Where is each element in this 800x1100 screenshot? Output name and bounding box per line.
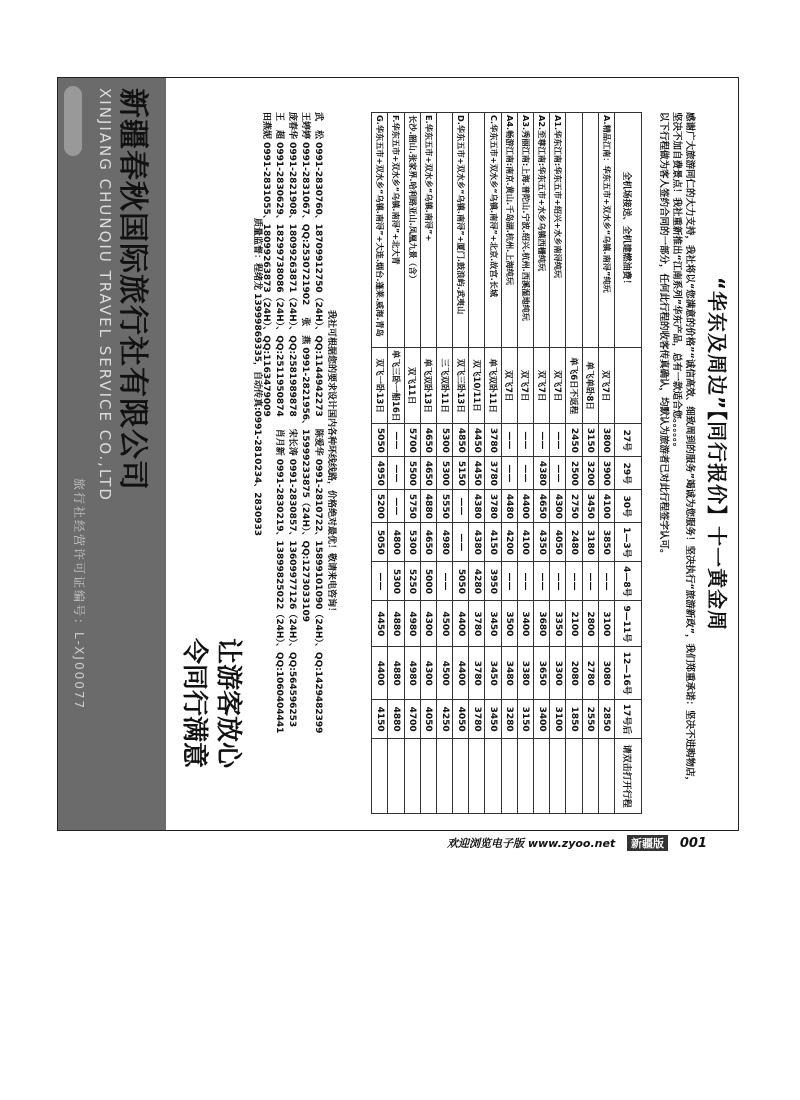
price-cell: 3950	[485, 562, 501, 601]
price-cell: 2450	[566, 424, 582, 457]
price-cell: 5300	[388, 562, 404, 601]
contacts	[259, 112, 337, 814]
transport-cell: 单飞单卧8日	[582, 348, 598, 424]
itinerary-link-cell[interactable]	[598, 739, 614, 814]
route-cell: A4.畅游江南:南京.黄山.千岛湖.杭州.上海纯玩	[501, 113, 517, 348]
price-cell: 3900	[598, 457, 614, 490]
price-cell: 3080	[598, 647, 614, 700]
price-cell: 4050	[453, 700, 469, 739]
agency-name-en: XINJIANG CHUNQIU TRAVEL SERVICE CO.,LTD	[96, 88, 114, 502]
itinerary-link-cell[interactable]	[388, 739, 404, 814]
price-cell: 4450	[469, 424, 485, 457]
date-header: 29号	[615, 457, 642, 490]
col-route-header: 全机场接送、全机建燃油费！	[615, 113, 642, 348]
price-cell: 3450	[485, 647, 501, 700]
price-cell: 3650	[534, 647, 550, 700]
price-cell: 3500	[501, 601, 517, 647]
price-cell: 4880	[420, 490, 436, 523]
itinerary-link-cell[interactable]	[517, 739, 533, 814]
price-cell: 4350	[534, 523, 550, 562]
date-header: 30号	[615, 490, 642, 523]
transport-cell: 双飞7日	[534, 348, 550, 424]
price-cell: 3400	[517, 601, 533, 647]
notice-line: 感谢广大旅游同仁的大力支持，我社将以“您满意的价格”“诚信高效、细致周到的服务”竭诚为您服务！坚决执行“旅游新政”，我们郑重承诺：坚决不进购物店，	[684, 112, 695, 786]
price-cell: ——	[582, 562, 598, 601]
price-cell: 4650	[420, 424, 436, 457]
price-cell: 4480	[501, 490, 517, 523]
price-cell: ——	[517, 457, 533, 490]
route-cell: F.华东五市+双水乡“乌镇.南浔”+北大青	[388, 113, 404, 348]
price-cell: 3450	[485, 700, 501, 739]
price-cell: 4850	[453, 424, 469, 457]
price-cell: ——	[550, 457, 566, 490]
table-row	[534, 113, 550, 814]
price-cell: 4100	[517, 523, 533, 562]
price-cell: 4500	[436, 647, 452, 700]
itinerary-link-cell[interactable]	[372, 739, 388, 814]
price-cell: 3780	[469, 601, 485, 647]
price-cell: 3480	[501, 647, 517, 700]
route-cell: D.华东五市+双水乡“乌镇.南浔”+厦门.鼓浪屿.武夷山	[453, 113, 469, 348]
price-cell: 5250	[404, 562, 420, 601]
date-header: 12—16号	[615, 647, 642, 700]
transport-cell: 单飞双卧11日	[485, 348, 501, 424]
transport-cell: 双飞7日	[517, 348, 533, 424]
price-cell: ——	[517, 562, 533, 601]
transport-cell: 双飞7日	[598, 348, 614, 424]
contact-row	[272, 112, 285, 814]
price-cell: 4950	[372, 457, 388, 490]
table-row	[501, 113, 517, 814]
contact-entry: 陈爱华 0991-2810722、15899101090（24H）、QQ:1429482399	[313, 428, 323, 734]
table-row	[388, 113, 404, 814]
price-cell: 3100	[598, 601, 614, 647]
price-cell: 3200	[582, 457, 598, 490]
price-cell: 4300	[550, 490, 566, 523]
price-cell: 5050	[372, 523, 388, 562]
table-row	[404, 113, 420, 814]
contact-entry: 庞春华 0991-2821908、18099263871（24H）、QQ:2581989878	[287, 112, 297, 417]
quality-supervision: 质量监督：程绪龙 13999869335，自动传真:0991-2810234、2830933	[252, 218, 262, 537]
price-cell: 5300	[404, 523, 420, 562]
price-cell: 4650	[420, 457, 436, 490]
price-cell: 2480	[566, 523, 582, 562]
price-cell: 4300	[420, 647, 436, 700]
transport-cell: 双飞10/11日	[469, 348, 485, 424]
route-cell	[436, 113, 452, 348]
contact-entry: 肖月新 0991-2830219、13899825022（24H）、QQ:1060404441	[274, 428, 284, 734]
table-header-row	[615, 113, 642, 814]
price-cell: 4150	[372, 700, 388, 739]
price-cell: 5050	[453, 562, 469, 601]
price-cell: 3450	[485, 601, 501, 647]
price-cell: ——	[388, 457, 404, 490]
price-cell: ——	[550, 562, 566, 601]
table-row	[598, 113, 614, 814]
price-cell: 4400	[453, 601, 469, 647]
price-cell: 4700	[404, 700, 420, 739]
price-cell: 3180	[582, 523, 598, 562]
price-cell: 4250	[436, 700, 452, 739]
footer-link[interactable]: 欢迎浏览电子版 www.zyoo.net	[447, 837, 616, 850]
transport-cell: 单飞三卧一船16日	[388, 348, 404, 424]
itinerary-link-cell[interactable]	[582, 739, 598, 814]
route-cell: G.华东五市+双水乡“乌镇.南浔”+大连.烟台.蓬莱.威海.青岛	[372, 113, 388, 348]
price-cell: 4280	[469, 562, 485, 601]
price-cell: ——	[436, 562, 452, 601]
table-row	[485, 113, 501, 814]
price-cell: 4450	[372, 601, 388, 647]
price-cell: 4300	[420, 601, 436, 647]
price-cell: 5000	[420, 562, 436, 601]
price-cell: ——	[372, 562, 388, 601]
price-cell: ——	[501, 424, 517, 457]
price-cell: 4050	[420, 700, 436, 739]
price-cell: 2500	[566, 457, 582, 490]
price-cell: ——	[517, 424, 533, 457]
date-header: 9—11号	[615, 601, 642, 647]
contact-row	[285, 112, 298, 814]
route-cell	[469, 113, 485, 348]
price-cell: ——	[550, 424, 566, 457]
contacts-lead: 我社可根据您的要求设计国内各种环线线路，价格绝对最优！敬请来电咨询！	[326, 309, 336, 616]
price-cell: 3780	[469, 700, 485, 739]
route-cell: 长沙.韶山.张家界.哈利路亚山.凤凰九景（含）	[404, 113, 420, 348]
price-cell: 4980	[404, 647, 420, 700]
transport-cell: 双飞一卧13日	[372, 348, 388, 424]
page-number: 001	[679, 835, 707, 851]
price-cell: 4150	[485, 523, 501, 562]
table-row	[566, 113, 582, 814]
contact-entry: 王 超 0991-2830629、18299738086（24H）、QQ:2511950874	[274, 112, 284, 417]
table-row	[372, 113, 388, 814]
notice-line: 坚决不加自费景点！我社重新推出“江南系列”华东产品，总有一款适合您。。。。。。	[671, 112, 682, 453]
price-cell: 4380	[469, 490, 485, 523]
price-cell: 5550	[436, 490, 452, 523]
page-title: “华东及周边”【同行报价】十一黄金周	[705, 276, 730, 632]
price-cell: 4800	[388, 523, 404, 562]
price-cell: ——	[566, 562, 582, 601]
price-cell: 4100	[598, 490, 614, 523]
price-cell: ——	[501, 562, 517, 601]
price-cell: 4400	[372, 647, 388, 700]
col-transport-header	[615, 348, 642, 424]
price-cell: 4200	[501, 523, 517, 562]
route-cell	[582, 113, 598, 348]
itinerary-link-cell[interactable]	[501, 739, 517, 814]
price-cell: 3450	[582, 490, 598, 523]
date-header: 请双击打开行程	[615, 739, 642, 814]
price-cell: 4050	[550, 523, 566, 562]
slogan	[177, 638, 245, 828]
route-cell: E.华东五市+双水乡“乌镇.南浔”+	[420, 113, 436, 348]
price-cell: 3680	[534, 601, 550, 647]
price-cell: 3400	[534, 700, 550, 739]
price-cell: 5050	[372, 424, 388, 457]
price-cell: ——	[388, 424, 404, 457]
price-cell: 5300	[436, 457, 452, 490]
slogan-line: 让游客放心	[213, 638, 243, 769]
route-cell	[566, 113, 582, 348]
price-cell: 4450	[469, 457, 485, 490]
price-cell: 3780	[485, 457, 501, 490]
transport-cell: 双飞7日	[501, 348, 517, 424]
contact-entry: 宋长涛 0991-2830857、13609977126（24H）、QQ:564596253	[287, 428, 297, 728]
route-cell: A2.至尊江南:华东五市+水乡乌镇西栅纯玩	[534, 113, 550, 348]
price-cell: 2550	[582, 700, 598, 739]
route-cell: A1.华东江南:华东五市+绍兴+水乡南浔纯玩	[550, 113, 566, 348]
price-cell: 4880	[388, 601, 404, 647]
logo-ornament	[64, 86, 82, 156]
itinerary-link-cell[interactable]	[469, 739, 485, 814]
price-cell: 2780	[582, 647, 598, 700]
itinerary-link-cell[interactable]	[566, 739, 582, 814]
price-cell: ——	[501, 457, 517, 490]
price-cell: 5500	[404, 457, 420, 490]
price-cell: 3350	[550, 601, 566, 647]
price-cell: ——	[453, 490, 469, 523]
table-row	[420, 113, 436, 814]
table-row	[582, 113, 598, 814]
date-header: 4—8号	[615, 562, 642, 601]
price-cell: ——	[534, 424, 550, 457]
main-content	[166, 78, 740, 830]
itinerary-link-cell[interactable]	[453, 739, 469, 814]
price-cell: ——	[598, 562, 614, 601]
notice-line: 以下行程做为客人签约合同的一部分，任何此行程的收客传真确认，均默认为旅游者已对此行程签字认可。	[658, 112, 669, 559]
price-cell: 4400	[453, 647, 469, 700]
contact-entry: 田燕妮 0991-2831055、18099263873（24H）、QQ:1163479009	[261, 112, 271, 417]
edition-badge: 新疆版	[627, 835, 668, 851]
contact-entry: 张 燕 0991-2821956、15999233875（24H）、QQ:1273033109	[300, 317, 310, 622]
itinerary-link-cell[interactable]	[420, 739, 436, 814]
notice	[657, 112, 696, 812]
price-cell: 2080	[566, 647, 582, 700]
price-cell: 4380	[469, 523, 485, 562]
route-cell: A.精品江南：华东五市+双水乡“乌镇.南浔”纯玩	[598, 113, 614, 348]
table-row	[517, 113, 533, 814]
price-cell: 3780	[485, 424, 501, 457]
table-row	[453, 113, 469, 814]
price-cell: ——	[388, 490, 404, 523]
price-cell: 5700	[404, 424, 420, 457]
slogan-line: 令同行满意	[179, 638, 209, 769]
price-cell: 2850	[598, 700, 614, 739]
price-cell: ——	[534, 562, 550, 601]
price-cell: 3380	[517, 647, 533, 700]
price-cell: 4380	[534, 457, 550, 490]
transport-cell: 双飞11日	[404, 348, 420, 424]
price-cell: 3150	[582, 424, 598, 457]
price-cell: 3100	[550, 700, 566, 739]
contact-entry: 武 松 0991-2830760、18709912750（24H）、QQ:1144942273	[313, 112, 323, 417]
price-cell: ——	[453, 523, 469, 562]
transport-cell: 双飞7日	[550, 348, 566, 424]
license-number: 旅行社经营许可证编号：L-XJ00077	[72, 478, 86, 711]
table-row	[550, 113, 566, 814]
price-cell: 2750	[566, 490, 582, 523]
date-header: 17号后	[615, 700, 642, 739]
price-cell: 5150	[453, 457, 469, 490]
route-cell: A3.秀丽江南:上海.普陀山.宁波.绍兴.杭州.西溪湿地纯玩	[517, 113, 533, 348]
header	[58, 78, 166, 830]
price-cell: 4980	[436, 523, 452, 562]
price-cell: 5200	[372, 490, 388, 523]
transport-cell: 双飞三卧13日	[453, 348, 469, 424]
price-cell: 3300	[550, 647, 566, 700]
price-cell: 4980	[404, 601, 420, 647]
route-cell: C.华东五市+双水乡“乌镇.南浔”+北京.故宫.长城	[485, 113, 501, 348]
price-cell: 4500	[436, 601, 452, 647]
itinerary-link-cell[interactable]	[485, 739, 501, 814]
price-cell: 3780	[469, 647, 485, 700]
transport-cell: 单飞双卧13日	[420, 348, 436, 424]
contact-row	[311, 112, 324, 814]
price-cell: 3850	[598, 523, 614, 562]
price-cell: 4880	[388, 647, 404, 700]
price-table	[371, 112, 642, 814]
price-cell: 3780	[485, 490, 501, 523]
price-cell: 4650	[420, 523, 436, 562]
price-cell: 2800	[582, 601, 598, 647]
price-cell: 3800	[598, 424, 614, 457]
itinerary-link-cell[interactable]	[436, 739, 452, 814]
price-cell: 5300	[436, 424, 452, 457]
transport-cell: 三飞双卧11日	[436, 348, 452, 424]
price-cell: 2100	[566, 601, 582, 647]
itinerary-link-cell[interactable]	[404, 739, 420, 814]
date-header: 27号	[615, 424, 642, 457]
contact-entry: 王婷婷 0991-2831067、QQ:2530721902	[300, 112, 310, 306]
price-cell: 4400	[517, 490, 533, 523]
price-cell: 4880	[388, 700, 404, 739]
table-row	[469, 113, 485, 814]
price-cell: 3150	[517, 700, 533, 739]
transport-cell: 单飞6日不返程	[566, 348, 582, 424]
contact-row	[298, 112, 311, 814]
itinerary-link-cell[interactable]	[550, 739, 566, 814]
price-cell: 3280	[501, 700, 517, 739]
footer	[447, 834, 707, 852]
table-row	[436, 113, 452, 814]
itinerary-link-cell[interactable]	[534, 739, 550, 814]
price-cell: 5750	[404, 490, 420, 523]
date-header: 1—3号	[615, 523, 642, 562]
price-cell: 4650	[534, 490, 550, 523]
price-cell: 1850	[566, 700, 582, 739]
agency-name: 新疆春秋国际旅行社有限公司	[115, 88, 150, 491]
